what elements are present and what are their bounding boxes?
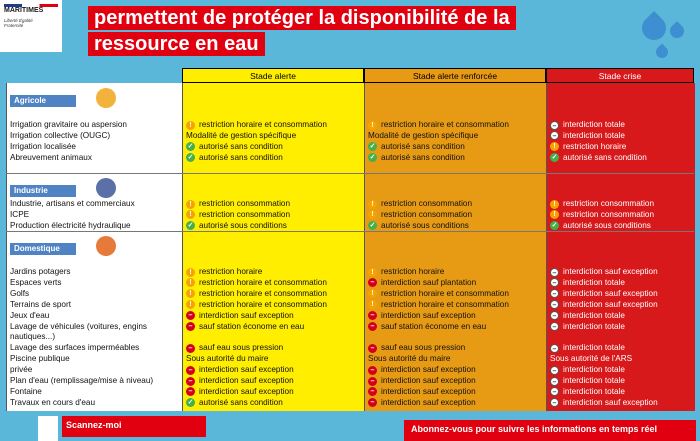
cell-alerte: ! restriction horaire et consommation	[186, 120, 327, 130]
cell-alerte: ✓ autorisé sous conditions	[187, 220, 287, 230]
cell-crise: – interdiction totale	[550, 343, 625, 353]
cell-alerte: – interdiction sauf exception	[186, 376, 294, 386]
section-title-0: Agricole	[10, 95, 76, 107]
cell-crise: – interdiction sauf exception	[550, 398, 658, 408]
prohibited-icon: –	[550, 377, 559, 386]
warning-icon: !	[186, 300, 195, 309]
cell-renforcee: – interdiction sauf plantation	[368, 278, 476, 288]
forbidden-icon: –	[368, 344, 377, 353]
row-label: Fontaine	[10, 386, 42, 396]
cell-crise: Sous autorité de l'ARS	[550, 354, 633, 364]
forbidden-icon: –	[368, 398, 377, 407]
warning-icon: !	[368, 268, 377, 277]
prohibited-icon: –	[550, 300, 559, 309]
warning-icon: !	[186, 121, 195, 130]
qr-footer[interactable]	[6, 416, 206, 441]
cell-alerte: ✓ autorisé sans condition	[187, 397, 283, 407]
cell-crise: – interdiction totale	[550, 365, 625, 375]
logo-name: MARITIMES	[4, 7, 44, 14]
row-label: Industrie, artisans et commerciaux	[10, 199, 135, 208]
row-label: Jeux d'eau	[10, 310, 50, 320]
forbidden-icon: –	[368, 366, 377, 375]
cell-renforcee: ! restriction horaire et consommation	[368, 289, 509, 299]
forbidden-icon: –	[186, 366, 195, 375]
cell-alerte: – sauf eau sous pression	[186, 343, 283, 353]
factory-icon	[96, 178, 116, 198]
check-icon: ✓	[369, 222, 376, 230]
cell-crise: – interdiction totale	[550, 376, 625, 386]
row-label: nautiques...)	[10, 332, 56, 342]
check-icon: ✓	[187, 143, 194, 151]
cell-renforcee: – interdiction sauf exception	[368, 365, 476, 375]
section-title-2: Domestique	[10, 243, 76, 255]
cell-alerte: – interdiction sauf exception	[186, 387, 294, 397]
title-line-2: ressource en eau	[88, 32, 265, 56]
warning-icon: !	[550, 210, 559, 219]
cell-renforcee: – sauf station économe en eau	[368, 322, 486, 332]
row-label: Espaces verts	[10, 277, 62, 287]
cell-renforcee: – interdiction sauf exception	[368, 398, 476, 408]
warning-icon: !	[368, 200, 377, 209]
cell-alerte: ! restriction horaire	[186, 267, 262, 277]
warning-icon: !	[368, 210, 377, 219]
cell-crise: – interdiction sauf exception	[550, 267, 658, 277]
cell-renforcee: ✓ autorisé sous conditions	[369, 220, 469, 230]
warning-icon: !	[186, 200, 195, 209]
cell-alerte: ! restriction consommation	[186, 210, 290, 220]
house-icon	[96, 236, 116, 256]
prefecture-logo	[0, 0, 62, 52]
subscribe-banner[interactable]	[404, 420, 696, 441]
qr-code-icon	[38, 416, 58, 441]
row-label: Irrigation localisée	[10, 141, 76, 151]
cell-crise: – interdiction sauf exception	[550, 300, 658, 310]
cell-crise: – interdiction totale	[550, 131, 625, 141]
cell-renforcee: Modalité de gestion spécifique	[368, 130, 479, 140]
forbidden-icon: –	[368, 377, 377, 386]
cell-crise: ! restriction consommation	[550, 210, 654, 220]
cell-crise: – interdiction totale	[550, 278, 625, 288]
row-label: Piscine publique	[10, 354, 70, 364]
check-icon: ✓	[551, 222, 558, 230]
forbidden-icon: –	[186, 387, 195, 396]
warning-icon: !	[186, 268, 195, 277]
check-icon: ✓	[187, 222, 194, 230]
cell-renforcee: ! restriction consommation	[368, 210, 472, 220]
cell-alerte: ✓ autorisé sans condition	[187, 152, 283, 162]
cell-crise: ✓ autorisé sous conditions	[551, 220, 651, 230]
check-icon: ✓	[369, 143, 376, 151]
warning-icon: !	[186, 278, 195, 287]
prohibited-icon: –	[550, 121, 559, 130]
warning-icon: !	[186, 289, 195, 298]
cell-crise: – interdiction sauf exception	[550, 289, 658, 299]
row-label: Irrigation collective (OUGC)	[10, 130, 111, 140]
cell-alerte: ! restriction horaire et consommation	[186, 289, 327, 299]
cell-crise: ✓ autorisé sans condition	[551, 152, 647, 162]
prohibited-icon: –	[550, 289, 559, 298]
prohibited-icon: –	[550, 322, 559, 331]
water-drops-icon	[620, 0, 700, 70]
forbidden-icon: –	[186, 377, 195, 386]
page-title	[82, 0, 592, 58]
cell-alerte: ! restriction horaire et consommation	[186, 300, 327, 310]
title-line-1: permettent de protéger la disponibilité de la	[88, 6, 516, 30]
row-label: Production électricité hydraulique	[10, 220, 131, 230]
prohibited-icon: –	[550, 311, 559, 320]
prohibited-icon: –	[550, 268, 559, 277]
cell-crise: – interdiction totale	[550, 311, 625, 321]
row-label: privée	[10, 365, 33, 375]
section-separator	[6, 173, 694, 174]
header-alerte: Stade alerte	[182, 68, 364, 83]
row-label: Lavage des surfaces imperméables	[10, 343, 140, 353]
cell-renforcee: ✓ autorisé sans condition	[369, 152, 465, 162]
header-crise: Stade crise	[546, 68, 694, 83]
cell-alerte: Modalité de gestion spécifique	[186, 130, 297, 140]
warning-icon: !	[550, 142, 559, 151]
forbidden-icon: –	[368, 278, 377, 287]
cell-alerte: Sous autorité du maire	[186, 354, 269, 364]
cell-alerte: – interdiction sauf exception	[186, 365, 294, 375]
prohibited-icon: –	[550, 278, 559, 287]
check-icon: ✓	[187, 399, 194, 407]
cell-alerte: ! restriction horaire et consommation	[186, 278, 327, 288]
cell-renforcee: ! restriction horaire et consommation	[368, 300, 509, 310]
row-label: Lavage de véhicules (voitures, engins	[10, 321, 147, 331]
scan-label: Scannez-moi	[66, 420, 122, 430]
row-label: ICPE	[10, 209, 30, 219]
forbidden-icon: –	[368, 322, 377, 331]
section-separator	[6, 231, 694, 232]
cell-renforcee: ! restriction horaire	[368, 267, 444, 277]
warning-icon: !	[186, 210, 195, 219]
prohibited-icon: –	[550, 398, 559, 407]
forbidden-icon: –	[368, 311, 377, 320]
check-icon: ✓	[187, 154, 194, 162]
cell-crise: – interdiction totale	[550, 322, 625, 332]
prohibited-icon: –	[550, 131, 559, 140]
forbidden-icon: –	[186, 311, 195, 320]
row-label: Abreuvement animaux	[10, 152, 92, 162]
subscribe-label: Abonnez-vous pour suivre les informations en temps réel	[411, 424, 658, 434]
wheat-icon	[96, 88, 116, 108]
cell-crise: ! restriction consommation	[550, 199, 654, 209]
check-icon: ✓	[369, 154, 376, 162]
cell-crise: – interdiction totale	[550, 387, 625, 397]
cell-renforcee: – interdiction sauf exception	[368, 311, 476, 321]
row-label: Golfs	[10, 288, 30, 298]
forbidden-icon: –	[186, 344, 195, 353]
cell-renforcee: – sauf eau sous pression	[368, 343, 465, 353]
row-label: Irrigation gravitaire ou aspersion	[10, 120, 127, 129]
cell-alerte: – interdiction sauf exception	[186, 311, 294, 321]
cell-renforcee: ✓ autorisé sans condition	[369, 141, 465, 151]
cell-alerte: – sauf station économe en eau	[186, 322, 304, 332]
header-renforcee: Stade alerte renforcée	[364, 68, 546, 83]
prohibited-icon: –	[550, 387, 559, 396]
cell-renforcee: Sous autorité du maire	[368, 354, 451, 364]
prohibited-icon: –	[550, 344, 559, 353]
row-label: Travaux en cours d'eau	[10, 397, 96, 407]
section-title-1: Industrie	[10, 185, 76, 197]
cell-renforcee: ! restriction consommation	[368, 199, 472, 209]
cell-renforcee: – interdiction sauf exception	[368, 376, 476, 386]
forbidden-icon: –	[368, 387, 377, 396]
warning-icon: !	[368, 289, 377, 298]
cell-crise: ! restriction horaire	[550, 142, 626, 152]
cell-renforcee: – interdiction sauf exception	[368, 387, 476, 397]
row-label: Jardins potagers	[10, 267, 71, 276]
cell-renforcee: ! restriction horaire et consommation	[368, 120, 509, 130]
warning-icon: !	[368, 300, 377, 309]
logo-motto: Liberté Égalité Fraternité	[4, 18, 33, 28]
forbidden-icon: –	[186, 322, 195, 331]
cell-alerte: ✓ autorisé sans condition	[187, 141, 283, 151]
prohibited-icon: –	[550, 366, 559, 375]
row-label: Plan d'eau (remplissage/mise à niveau)	[10, 376, 154, 385]
cell-crise: – interdiction totale	[550, 120, 625, 130]
row-label: Terrains de sport	[10, 299, 71, 309]
warning-icon: !	[550, 200, 559, 209]
restrictions-table	[6, 68, 694, 413]
cell-alerte: ! restriction consommation	[186, 199, 290, 209]
warning-icon: !	[368, 121, 377, 130]
check-icon: ✓	[551, 154, 558, 162]
